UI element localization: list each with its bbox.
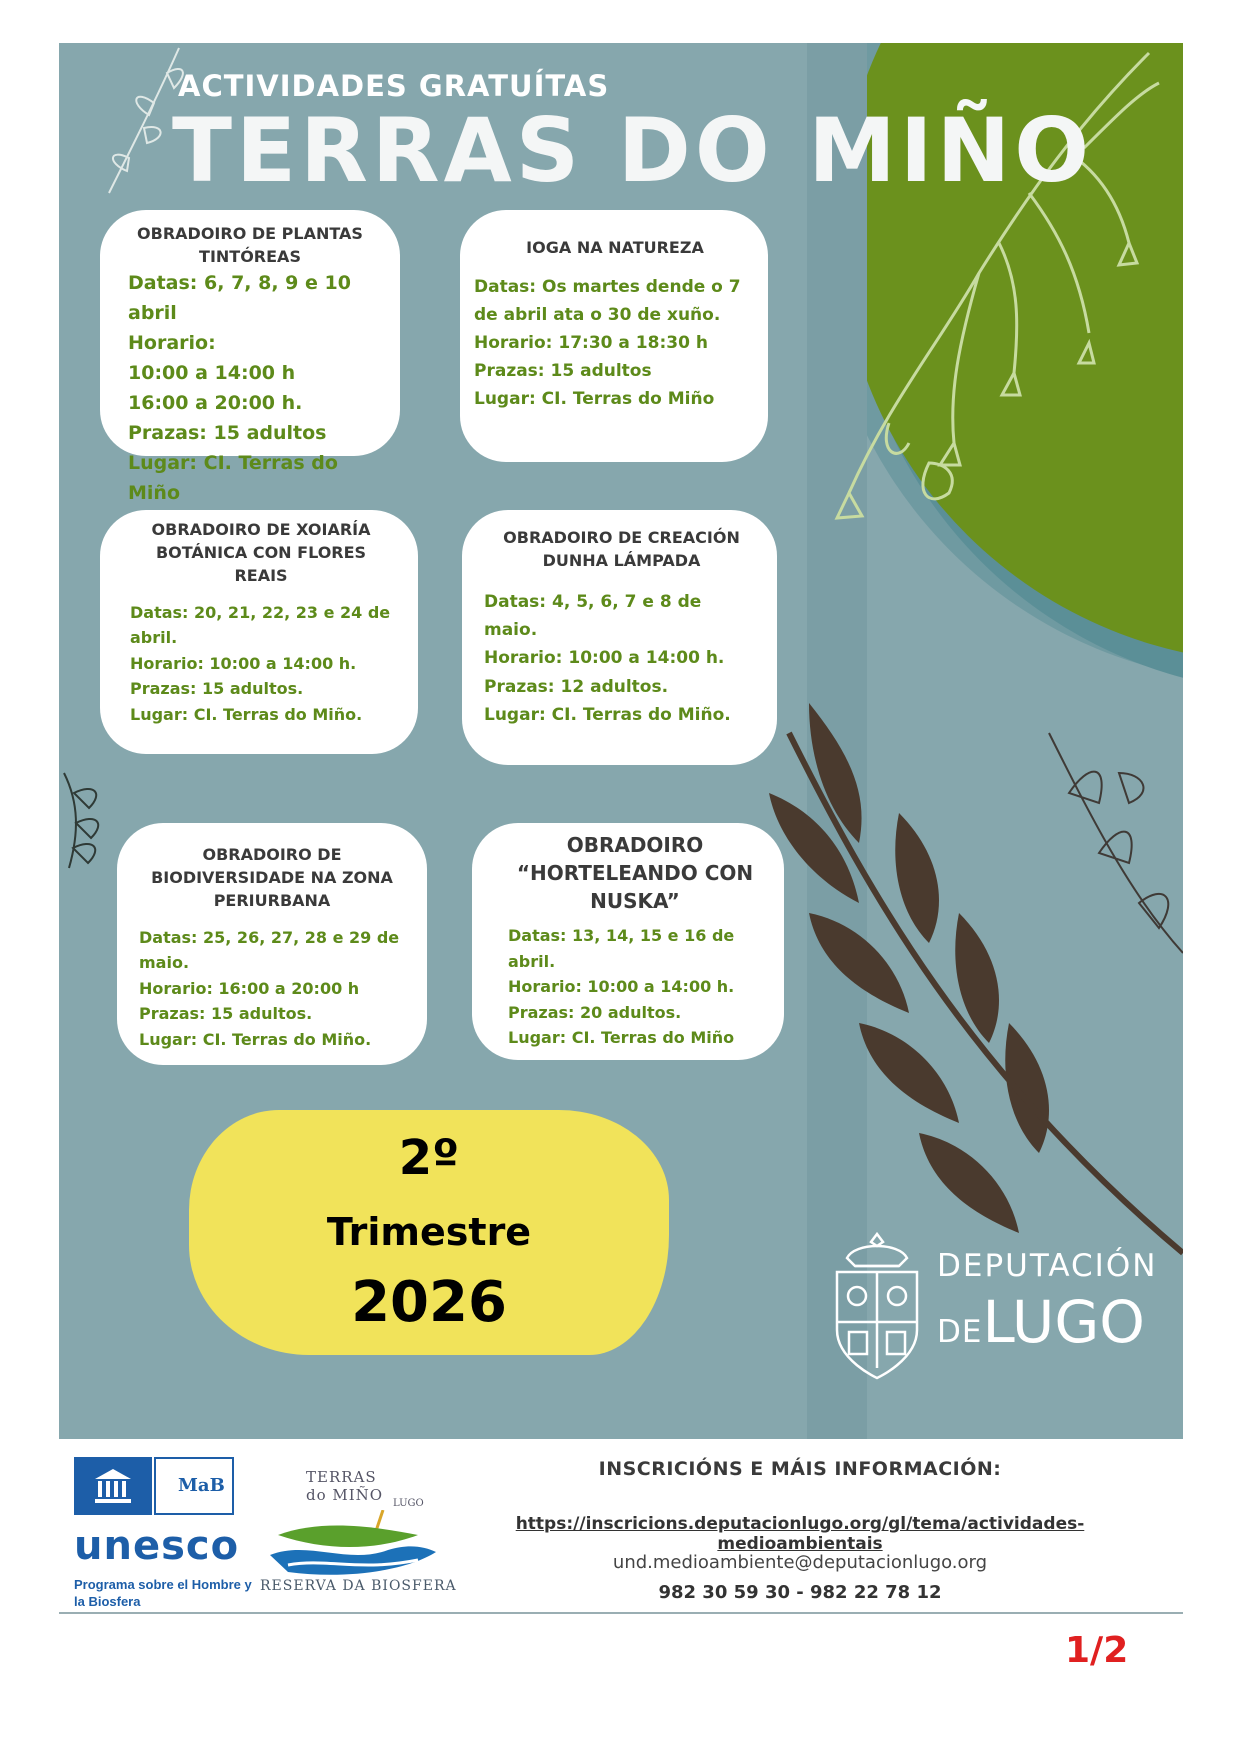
activity-title: IOGA NA NATUREZA (526, 238, 704, 257)
activity-location: Lugar: CI. Terras do Miño (508, 1028, 735, 1048)
activity-title: OBRADOIRO DE BIODIVERSIDADE NA ZONA PERIURBANA (151, 845, 393, 911)
activity-schedule: 10:00 a 14:00 h (128, 362, 296, 385)
deputacion-de: DE (937, 1314, 983, 1350)
contact-email[interactable]: und.medioambiente@deputacionlugo.org (612, 1552, 988, 1573)
unesco-temple-icon (74, 1457, 152, 1515)
activity-location: Lugar: CI. Terras do Miño. (130, 704, 363, 724)
activity-card (472, 823, 784, 1060)
divider (59, 1612, 1183, 1614)
subtitle: ACTIVIDADES GRATUÍTAS (178, 69, 610, 103)
small-leaf-sprig-icon (59, 763, 109, 873)
activity-card (100, 510, 418, 754)
reserva-caption: RESERVA DA BIOSFERA (260, 1578, 457, 1594)
river-landscape-icon (268, 1510, 438, 1580)
page-title: TERRAS DO MIÑO (172, 99, 1094, 202)
coat-of-arms-icon (825, 1228, 929, 1388)
activity-dates: Datas: 4, 5, 6, 7 e 8 de maio. (484, 592, 702, 641)
activity-card (460, 210, 768, 462)
activity-schedule: Horario: 10:00 a 14:00 h. (508, 977, 735, 997)
period-label: Trimestre (326, 1210, 532, 1254)
registration-link[interactable]: https://inscricions.deputacionlugo.org/gl/tema/actividades-medioambientais (515, 1514, 1085, 1554)
deputacion-lugo (937, 1288, 1145, 1356)
deputacion-logo (819, 1228, 1169, 1388)
mab-text: MaB (178, 1475, 225, 1496)
activity-dates: Datas: 6, 7, 8, 9 e 10 abril (128, 272, 351, 325)
activity-places: Prazas: 20 adultos. (508, 1002, 682, 1022)
activity-places: Prazas: 15 adultos. (139, 1004, 313, 1024)
unesco-subtitle: Programa sobre el Hombre y la Biosfera (74, 1577, 252, 1609)
mab-logo-icon (154, 1457, 234, 1515)
activity-schedule: 16:00 a 20:00 h. (128, 392, 303, 415)
unesco-logo (72, 1457, 252, 1617)
activity-dates: Datas: 20, 21, 22, 23 e 24 de abril. (130, 602, 391, 648)
activity-places: Prazas: 15 adultos (474, 361, 652, 382)
activity-places: Prazas: 15 adultos (128, 422, 327, 445)
activity-places: Prazas: 12 adultos. (484, 676, 669, 697)
activity-title: OBRADOIRO DE CREACIÓN DUNHA LÁMPADA (503, 528, 740, 571)
activity-card (100, 210, 400, 505)
activity-schedule: Horario: 10:00 a 14:00 h. (484, 648, 725, 669)
activity-schedule-label: Horario: (128, 332, 216, 355)
contact-heading: INSCRICIÓNS E MÁIS INFORMACIÓN: (598, 1458, 1002, 1480)
reserva-terras-line1: TERRAS (306, 1468, 377, 1486)
deputacion-lugo-text: LUGO (982, 1288, 1145, 1356)
activity-location: Lugar: CI. Terras do Miño (474, 389, 715, 410)
activity-title: OBRADOIRO DE XOIARÍA BOTÁNICA CON FLORES REAIS (151, 520, 371, 586)
reserva-lugo: LUGO (393, 1498, 424, 1509)
reserva-terras (306, 1468, 383, 1504)
reserva-biosfera-logo (258, 1440, 457, 1610)
unesco-word: unesco (74, 1523, 240, 1569)
reserva-terras-line2: do MIÑO (306, 1486, 384, 1504)
activity-schedule: Horario: 16:00 a 20:00 h (139, 978, 360, 998)
activity-card (462, 510, 777, 765)
activity-card (117, 823, 427, 1065)
activity-title: OBRADOIRO DE PLANTAS TINTÓREAS (137, 224, 363, 267)
activity-location: Lugar: CI. Terras do Miño. (139, 1029, 372, 1049)
period-year: 2026 (351, 1270, 507, 1335)
activity-location: Lugar: CI. Terras do Miño. (484, 704, 731, 725)
activity-location: Lugar: CI. Terras do Miño (128, 452, 338, 505)
period-badge (189, 1110, 669, 1355)
deputacion-name: DEPUTACIÓN (937, 1248, 1158, 1284)
poster-background (59, 43, 1183, 1439)
activity-schedule: Horario: 17:30 a 18:30 h (474, 333, 708, 354)
activity-places: Prazas: 15 adultos. (130, 679, 304, 699)
period-number: 2º (398, 1130, 460, 1186)
activity-title: OBRADOIRO “HORTELEANDO CON NUSKA” (516, 833, 754, 913)
activity-dates: Datas: Os martes dende o 7 de abril ata o 30 de xuño. (474, 277, 741, 326)
contact-phones: 982 30 59 30 - 982 22 78 12 (658, 1582, 942, 1603)
activity-dates: Datas: 25, 26, 27, 28 e 29 de maio. (139, 927, 400, 973)
activity-schedule: Horario: 10:00 a 14:00 h. (130, 653, 357, 673)
brown-leaf-branch-icon (749, 693, 1183, 1303)
activity-dates: Datas: 13, 14, 15 e 16 de abril. (508, 926, 735, 971)
page-number: 1/2 (1065, 1630, 1129, 1671)
